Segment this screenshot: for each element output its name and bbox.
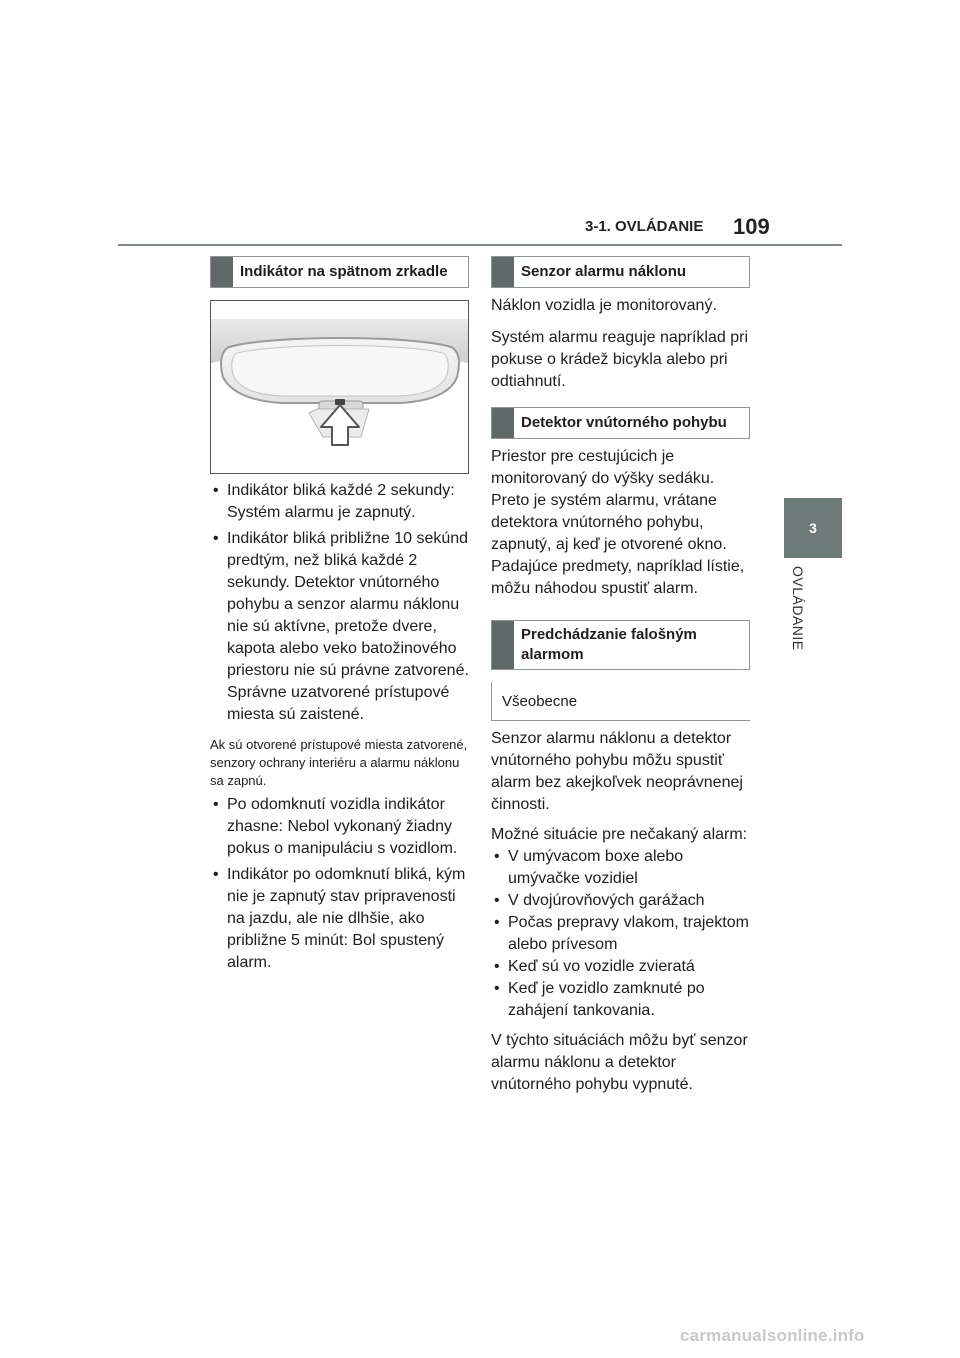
- indicator-list-b: [210, 794, 470, 974]
- header-rule: [118, 244, 842, 246]
- heading-box-tilt-sensor: [491, 256, 750, 288]
- heading-box-false-alarm: [491, 620, 750, 670]
- tilt-sensor-text: [491, 295, 753, 393]
- list-item: • V dvojúrovňových garážach: [491, 890, 753, 912]
- list-item: • Indikátor po odomknutí bliká, kým nie je zapnutý stav pripravenosti na jazdu, ale nie dlhšie, ako približne 5 minút: Bol spustený alarm.: [210, 864, 470, 974]
- heading-bar: [492, 408, 514, 438]
- heading-text: Detektor vnútorného pohybu: [521, 414, 727, 431]
- subheading-general: [491, 682, 750, 721]
- false-alarm-text: [491, 728, 753, 1096]
- heading-text: Indikátor na spätnom zrkadle: [240, 263, 448, 280]
- list-item: • Keď sú vo vozidle zvieratá: [491, 956, 753, 978]
- motion-detector-text: [491, 446, 753, 600]
- paragraph: Možné situácie pre nečakaný alarm:: [491, 826, 748, 843]
- paragraph: V týchto situáciách môžu byť senzor alarmu náklonu a detektor vnútorného pohybu vypnuté.: [491, 1032, 748, 1093]
- situation-list: [491, 846, 753, 1022]
- indicator-list-a: [210, 480, 470, 726]
- rearview-mirror-icon: [211, 301, 468, 473]
- heading-bar: [492, 621, 514, 669]
- paragraph: Senzor alarmu náklonu a detektor vnútorného pohybu môžu spustiť alarm bez akejkoľvek neoprávnenej činnosti.: [491, 730, 743, 813]
- list-item: • Keď je vozidlo zamknuté po zahájení tankovania.: [491, 978, 753, 1022]
- paragraph: Náklon vozidla je monitorovaný.: [491, 297, 717, 314]
- list-item: • V umývacom boxe alebo umývačke vozidiel: [491, 846, 753, 890]
- heading-text: Predchádzanie falošným alarmom: [521, 626, 697, 663]
- list-item: • Po odomknutí vozidla indikátor zhasne: Nebol vykonaný žiadny pokus o manipuláciu s vozidlom.: [210, 794, 470, 860]
- heading-bar: [492, 257, 514, 287]
- watermark: carmanualsonline.info: [680, 1326, 865, 1345]
- note-text: Ak sú otvorené prístupové miesta zatvorené, senzory ochrany interiéru a alarmu náklonu sa zapnú.: [210, 737, 468, 788]
- paragraph: Priestor pre cestujúcich je monitorovaný do výšky sedáku. Preto je systém alarmu, vrátane detektora vnútorného pohybu, zapnutý, aj keď je otvorené okno. Padajúce predmety, napríklad lístie, môžu náhodou spustiť alarm.: [491, 448, 745, 597]
- subheading-text: Všeobecne: [502, 693, 578, 710]
- paragraph: Systém alarmu reaguje napríklad pri pokuse o krádež bicykla alebo pri odtiahnutí.: [491, 329, 749, 390]
- list-item: • Počas prepravy vlakom, trajektom alebo prívesom: [491, 912, 753, 956]
- chapter-label-vertical: [784, 566, 814, 666]
- list-item: • Indikátor bliká približne 10 sekúnd predtým, než bliká každé 2 sekundy. Detektor vnútorného pohybu a senzor alarmu náklonu nie sú aktívne, pretože dvere, kapota alebo veko batožinového priestoru nie sú právne zatvorené. Správne uzatvorené prístupové miesta sú zaistené.: [210, 528, 470, 726]
- section-title: 3-1. OVLÁDANIE: [585, 218, 704, 235]
- heading-box-motion-detector: [491, 407, 750, 439]
- heading-text: Senzor alarmu náklonu: [521, 263, 687, 280]
- chapter-number: 3: [809, 520, 817, 536]
- chapter-label: OVLÁDANIE: [790, 566, 806, 651]
- heading-box-mirror-indicator: [210, 256, 469, 288]
- page-number: 109: [733, 214, 770, 239]
- left-column-text: [210, 480, 470, 974]
- heading-bar: [211, 257, 233, 287]
- mirror-figure: [210, 300, 469, 474]
- chapter-tab: [784, 498, 842, 558]
- list-item: • Indikátor bliká každé 2 sekundy: Systém alarmu je zapnutý.: [210, 480, 470, 524]
